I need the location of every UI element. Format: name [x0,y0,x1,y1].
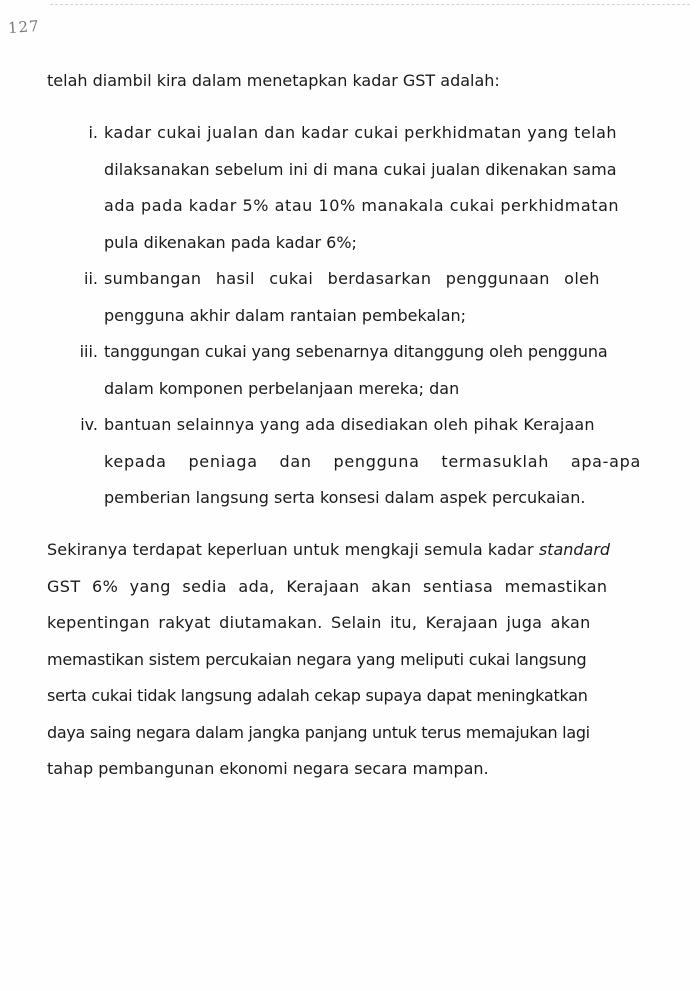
list-line: dilaksanakan sebelum ini di mana cukai jualan dikenakan sama [104,159,617,179]
paragraph-line: kepentingan rakyat diutamakan. Selain itu, Kerajaan juga akan [47,613,591,632]
handwritten-page-number: 127 [7,16,41,38]
intro-line: telah diambil kira dalam menetapkan kadar GST adalah: [47,71,500,90]
page-top-edge [50,4,690,5]
list-number: i. [88,123,98,142]
list-line: pengguna akhir dalam rantaian pembekalan; [104,305,467,325]
paragraph-line: memastikan sistem percukaian negara yang meliputi cukai langsung [47,649,587,669]
list-line: tanggungan cukai yang sebenarnya ditanggung oleh pengguna [104,342,608,361]
list-number: iv. [80,415,98,434]
paragraph-line: tahap pembangunan ekonomi negara secara mampan. [47,759,489,778]
italic-word: standard [538,540,611,559]
paragraph-line: serta cukai tidak langsung adalah cekap supaya dapat meningkatkan [47,686,588,705]
list-line: pula dikenakan pada kadar 6%; [104,232,357,252]
list-line: ada pada kadar 5% atau 10% manakala cukai perkhidmatan [104,196,620,215]
list-line: bantuan selainnya yang ada disediakan oleh pihak Kerajaan [104,415,595,434]
list-line: sumbangan hasil cukai berdasarkan penggunaan oleh [104,269,600,288]
list-line: dalam komponen perbelanjaan mereka; dan [104,378,460,398]
list-line: pemberian langsung serta konsesi dalam aspek percukaian. [104,488,586,507]
paragraph-line: Sekiranya terdapat keperluan untuk mengkaji semula kadar standard [47,540,611,559]
list-number: ii. [84,269,98,288]
list-number: iii. [79,342,98,361]
closing-paragraph [47,532,625,788]
paragraph-line: daya saing negara dalam jangka panjang untuk terus memajukan lagi [47,722,590,742]
list-line: kadar cukai jualan dan kadar cukai perkhidmatan yang telah [104,123,617,142]
paragraph-line: GST 6% yang sedia ada, Kerajaan akan sentiasa memastikan [47,576,608,596]
list-line: kepada peniaga dan pengguna termasuklah apa-apa [104,451,642,471]
